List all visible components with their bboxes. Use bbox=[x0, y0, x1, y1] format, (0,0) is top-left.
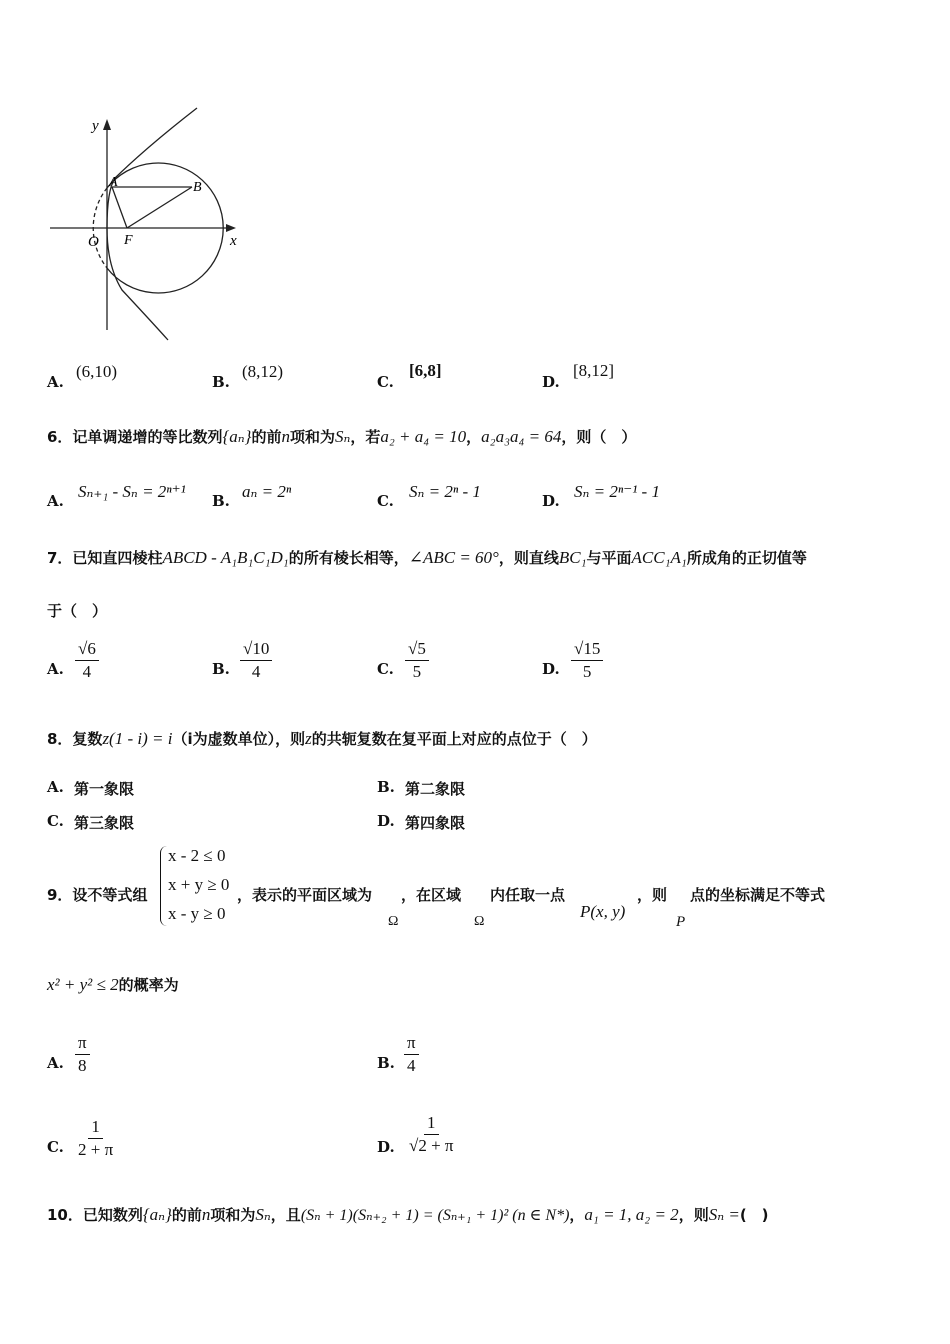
q9-option-c-label[interactable]: C. bbox=[47, 1138, 64, 1156]
q8-text-1: 8．复数 bbox=[47, 730, 103, 748]
q7-text-6: 于（ ） bbox=[47, 602, 108, 620]
q10-sn: Sₙ bbox=[255, 1205, 271, 1224]
q9-option-a-label[interactable]: A. bbox=[47, 1054, 64, 1072]
q7-option-a-fraction bbox=[75, 638, 99, 683]
q6-option-a-label[interactable]: A. bbox=[47, 492, 64, 510]
q8-equation: z(1 - i) = i bbox=[102, 729, 173, 748]
q8-z: z bbox=[305, 729, 312, 748]
q5-option-a-value: (6,10) bbox=[76, 362, 118, 381]
q8-option-c-label[interactable]: C. bbox=[47, 812, 64, 830]
q9-option-d-numerator: 1 bbox=[424, 1112, 439, 1135]
q6-option-a-value: Sₙ₊₁ - Sₙ = 2ⁿ⁺¹ bbox=[78, 482, 186, 501]
q9-option-c-numerator: 1 bbox=[88, 1116, 103, 1139]
q7-option-b-fraction bbox=[240, 638, 272, 683]
q9-text-5: ，则 bbox=[637, 886, 668, 904]
q9-option-d-label[interactable]: D. bbox=[377, 1138, 395, 1156]
q9-option-b-label[interactable]: B. bbox=[377, 1054, 395, 1072]
q7-angle: ∠ABC = 60° bbox=[408, 548, 499, 567]
q7-option-d-label[interactable]: D. bbox=[542, 660, 560, 678]
q7-option-a-label[interactable]: A. bbox=[47, 660, 64, 678]
q10-text-2: 的前 bbox=[171, 1206, 202, 1224]
q9-option-b-fraction bbox=[404, 1032, 419, 1077]
q9-option-c-fraction bbox=[75, 1116, 116, 1161]
q8-option-b-label[interactable]: B. bbox=[377, 778, 395, 796]
q10-text-3: 项和为 bbox=[210, 1206, 256, 1224]
q6-option-c-label[interactable]: C. bbox=[377, 492, 394, 510]
q7-option-d-numerator: √15 bbox=[571, 638, 603, 661]
q8-option-d-value: 第四象限 bbox=[405, 814, 466, 832]
q9-text-3: ，在区域 bbox=[401, 886, 462, 904]
parabola-circle-figure bbox=[40, 100, 260, 350]
q8-text-2: （i为虚数单位），则 bbox=[172, 730, 306, 748]
q5-option-d-value: [8,12] bbox=[573, 361, 615, 380]
q10-text-4: ，且 bbox=[270, 1206, 301, 1224]
q9-line-2 bbox=[47, 974, 179, 995]
q6-option-b-value: aₙ = 2ⁿ bbox=[242, 482, 292, 501]
q7-option-b-label[interactable]: B. bbox=[212, 660, 230, 678]
q10-ask: Sₙ = bbox=[708, 1205, 740, 1224]
q9-p: P bbox=[676, 914, 686, 930]
q10-equation: (Sₙ + 1)(Sₙ₊₂ + 1) = (Sₙ₊₁ + 1)² (n ∈ N*) bbox=[300, 1207, 570, 1224]
q9-omega-2: Ω bbox=[474, 914, 485, 929]
q5-option-a-label[interactable]: A. bbox=[47, 373, 64, 391]
q7-text-3: ，则直线 bbox=[498, 549, 559, 567]
q10-sequence: {aₙ} bbox=[142, 1205, 172, 1224]
q7-option-a-denominator: 4 bbox=[82, 662, 92, 681]
q9-option-a-denominator: 8 bbox=[78, 1056, 87, 1075]
q7-text-4: 与平面 bbox=[586, 549, 632, 567]
q6-text-1: 6．记单调递增的等比数列 bbox=[47, 428, 223, 446]
point-b-label: B bbox=[193, 180, 202, 195]
question-6 bbox=[47, 426, 636, 447]
q7-text-5: 所成角的正切值等 bbox=[686, 549, 807, 567]
q6-option-d-label[interactable]: D. bbox=[542, 492, 560, 510]
origin-label: O bbox=[88, 234, 99, 250]
q8-option-c-value: 第三象限 bbox=[74, 814, 135, 832]
q7-prism: ABCD - A₁B₁C₁D₁ bbox=[162, 548, 289, 567]
q5-option-c-label[interactable]: C. bbox=[377, 373, 394, 391]
q6-sequence: {aₙ} bbox=[222, 427, 252, 446]
q9-inequality-4: x² + y² ≤ 2 bbox=[47, 975, 119, 994]
q9-option-d-fraction bbox=[406, 1112, 457, 1157]
q6-option-d-value: Sₙ = 2ⁿ⁻¹ - 1 bbox=[574, 482, 660, 501]
x-axis-label: x bbox=[230, 233, 237, 249]
q7-plane: ACC₁A₁ bbox=[631, 548, 687, 567]
q10-text-1: 10．已知数列 bbox=[47, 1206, 143, 1224]
q8-option-b-value: 第二象限 bbox=[405, 780, 466, 798]
q9-text-2: ，表示的平面区域为 bbox=[237, 886, 373, 904]
q6-condition-1: a₂ + a₄ = 10 bbox=[380, 427, 467, 446]
q9-option-c-denominator: 2 + π bbox=[78, 1140, 114, 1159]
q6-text-5: ， bbox=[466, 428, 482, 446]
q8-option-a-label[interactable]: A. bbox=[47, 778, 64, 796]
q10-initial-values: a₁ = 1, a₂ = 2 bbox=[584, 1205, 679, 1224]
q10-n: n bbox=[201, 1205, 211, 1224]
q7-option-c-label[interactable]: C. bbox=[377, 660, 394, 678]
q5-option-c-value: [6,8] bbox=[409, 361, 442, 380]
q9-inequality-2: x + y ≥ 0 bbox=[168, 875, 230, 894]
q7-option-b-numerator: √10 bbox=[240, 638, 272, 661]
q9-text-4: 内任取一点 bbox=[490, 886, 566, 904]
q9-text-1: 9．设不等式组 bbox=[47, 886, 148, 904]
q9-inequality-3: x - y ≥ 0 bbox=[168, 904, 226, 923]
q6-condition-2: a₂a₃a₄ = 64 bbox=[481, 427, 562, 446]
q7-text-2: 的所有棱长相等， bbox=[288, 549, 409, 567]
q9-inequality-1: x - 2 ≤ 0 bbox=[168, 846, 226, 865]
question-7 bbox=[47, 547, 807, 568]
q8-text-3: 的共轭复数在复平面上对应的点位于（ ） bbox=[311, 730, 597, 748]
q7-line: BC₁ bbox=[558, 548, 587, 567]
q9-text-7: 的概率为 bbox=[118, 976, 179, 994]
q7-option-a-numerator: √6 bbox=[75, 638, 99, 661]
y-axis-label: y bbox=[92, 118, 99, 134]
q6-text-6: ，则（ ） bbox=[561, 428, 637, 446]
q9-text-6: 点的坐标满足不等式 bbox=[690, 886, 826, 904]
q8-option-a-value: 第一象限 bbox=[74, 780, 135, 798]
q6-sn: Sₙ bbox=[334, 427, 351, 446]
q7-option-c-numerator: √5 bbox=[405, 638, 429, 661]
q6-option-c-value: Sₙ = 2ⁿ - 1 bbox=[409, 482, 481, 501]
question-8 bbox=[47, 728, 597, 749]
q9-option-a-fraction bbox=[75, 1032, 90, 1077]
q6-text-2: 的前 bbox=[251, 428, 282, 446]
q7-option-c-denominator: 5 bbox=[412, 662, 422, 681]
q6-text-4: ，若 bbox=[350, 428, 381, 446]
q9-brace bbox=[160, 846, 167, 926]
point-a-label: A bbox=[109, 175, 118, 190]
q7-option-c-fraction bbox=[405, 638, 429, 683]
q6-option-b-label[interactable]: B. bbox=[212, 492, 230, 510]
q7-option-d-denominator: 5 bbox=[582, 662, 592, 681]
q7-option-b-denominator: 4 bbox=[251, 662, 261, 681]
question-10 bbox=[47, 1204, 769, 1225]
q7-option-d-fraction bbox=[571, 638, 603, 683]
q9-option-b-numerator: π bbox=[404, 1032, 419, 1055]
q10-text-5: ， bbox=[569, 1206, 585, 1224]
q9-option-d-denominator: √2 + π bbox=[409, 1136, 454, 1155]
q5-option-b-value: (8,12) bbox=[242, 362, 284, 381]
q5-option-d-label[interactable]: D. bbox=[542, 373, 560, 391]
q7-text-1: 7．已知直四棱柱 bbox=[47, 549, 163, 567]
q5-option-b-label[interactable]: B. bbox=[212, 373, 230, 391]
q10-text-6: ，则 bbox=[678, 1206, 709, 1224]
q6-text-3: 项和为 bbox=[289, 428, 335, 446]
q10-text-7: ( ) bbox=[739, 1206, 769, 1224]
point-f-label: F bbox=[124, 233, 133, 248]
q6-n: n bbox=[281, 427, 290, 446]
q9-point: P(x, y) bbox=[580, 902, 626, 921]
q9-option-b-denominator: 4 bbox=[407, 1056, 416, 1075]
q9-omega-1: Ω bbox=[388, 914, 399, 929]
q8-option-d-label[interactable]: D. bbox=[377, 812, 395, 830]
q9-option-a-numerator: π bbox=[75, 1032, 90, 1055]
